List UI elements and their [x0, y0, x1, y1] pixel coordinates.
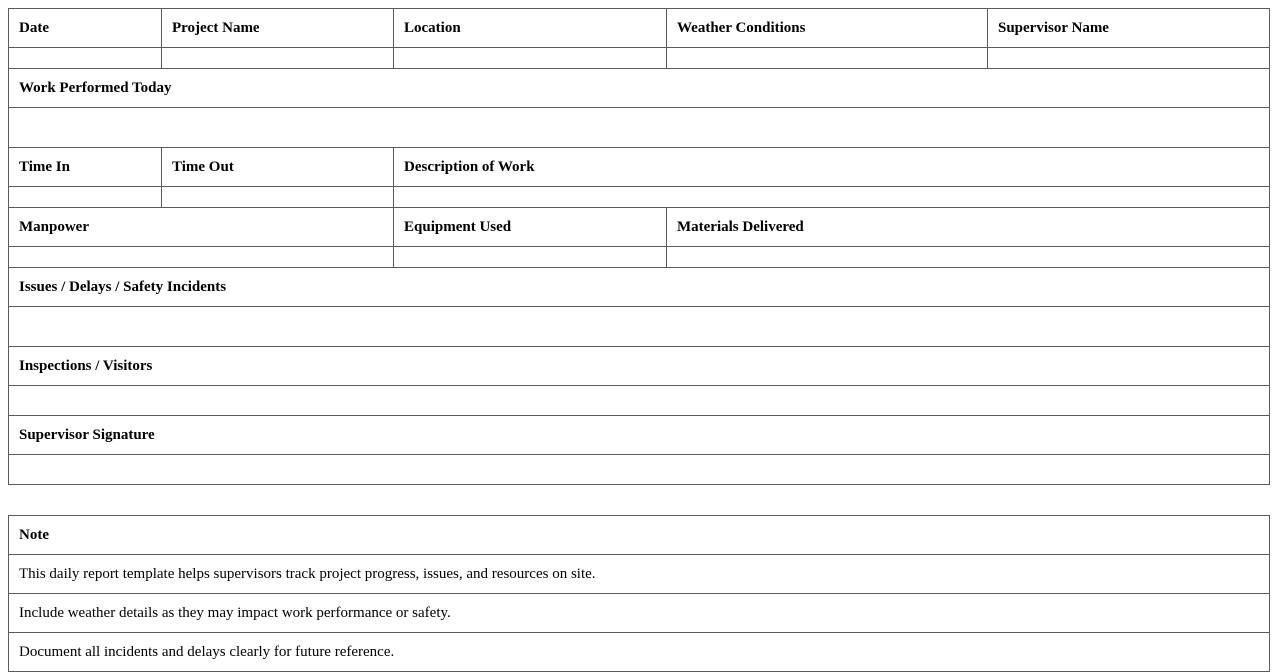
- materials-label: Materials Delivered: [667, 208, 1270, 247]
- signature-field[interactable]: [9, 455, 1270, 485]
- equipment-label: Equipment Used: [394, 208, 667, 247]
- project-name-label: Project Name: [162, 9, 394, 48]
- note-item: Include weather details as they may impact work performance or safety.: [9, 594, 1270, 633]
- issues-label: Issues / Delays / Safety Incidents: [9, 268, 1270, 307]
- manpower-label: Manpower: [9, 208, 394, 247]
- supervisor-name-field[interactable]: [988, 48, 1270, 69]
- issues-field[interactable]: [9, 307, 1270, 347]
- time-in-label: Time In: [9, 148, 162, 187]
- location-field[interactable]: [394, 48, 667, 69]
- work-performed-field[interactable]: [9, 108, 1270, 148]
- note-item: This daily report template helps supervisors track project progress, issues, and resources on site.: [9, 555, 1270, 594]
- notes-title: Note: [9, 516, 1270, 555]
- note-item: Document all incidents and delays clearly for future reference.: [9, 633, 1270, 672]
- daily-report-table: [8, 8, 1270, 485]
- materials-field[interactable]: [667, 247, 1270, 268]
- equipment-field[interactable]: [394, 247, 667, 268]
- inspections-field[interactable]: [9, 386, 1270, 416]
- time-out-label: Time Out: [162, 148, 394, 187]
- time-out-field[interactable]: [162, 187, 394, 208]
- notes-table: [8, 515, 1270, 672]
- inspections-label: Inspections / Visitors: [9, 347, 1270, 386]
- date-field[interactable]: [9, 48, 162, 69]
- description-label: Description of Work: [394, 148, 1270, 187]
- work-performed-label: Work Performed Today: [9, 69, 1270, 108]
- location-label: Location: [394, 9, 667, 48]
- signature-label: Supervisor Signature: [9, 416, 1270, 455]
- manpower-field[interactable]: [9, 247, 394, 268]
- project-name-field[interactable]: [162, 48, 394, 69]
- time-in-field[interactable]: [9, 187, 162, 208]
- date-label: Date: [9, 9, 162, 48]
- weather-label: Weather Conditions: [667, 9, 988, 48]
- supervisor-name-label: Supervisor Name: [988, 9, 1270, 48]
- weather-field[interactable]: [667, 48, 988, 69]
- description-field[interactable]: [394, 187, 1270, 208]
